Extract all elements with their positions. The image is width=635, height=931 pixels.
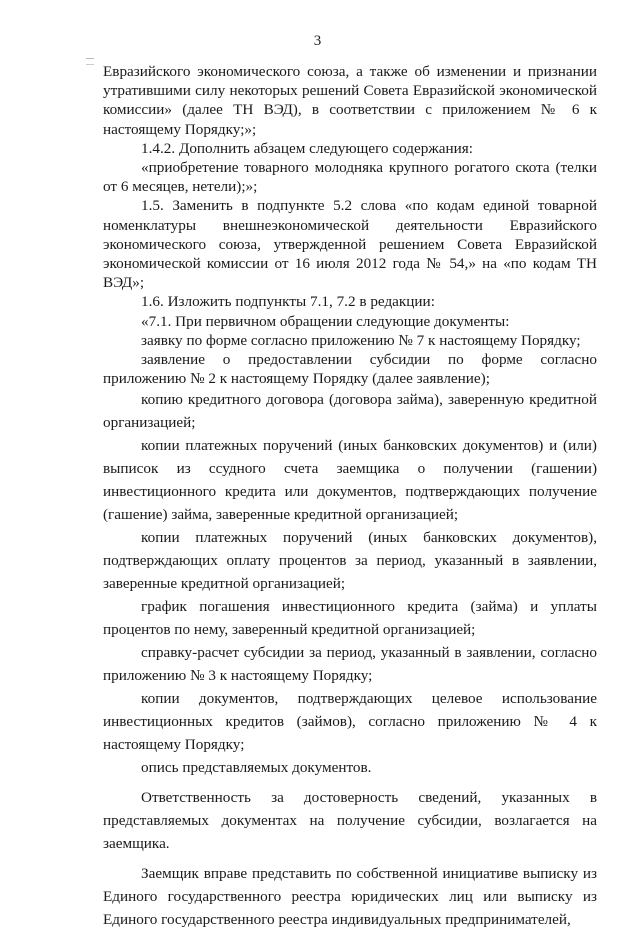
list-item-loan-contract: копию кредитного договора (договора займа), заверенную кредитной организацией; [103,391,597,432]
paragraph-7-1: «7.1. При первичном обращении следующие документы: [141,312,510,330]
paragraph-1-6: 1.6. Изложить подпункты 7.1, 7.2 в редакции: [141,293,435,311]
margin-mark [86,58,94,65]
list-item-payment-orders: копии платежных поручений (иных банковских документов) и (или) выписок из ссудного счета заемщика о получении (гашении) инвестиционного кредита или документов, подтверждающих получение (гашение) займа, заверенные кредитной организацией; [103,437,597,524]
list-item-statement: заявление о предоставлении субсидии по форме согласно приложению № 2 к настоящему Порядку (далее заявление); [103,351,597,388]
paragraph-borrower-right: Заемщик вправе представить по собственной инициативе выписку из Единого государственного реестра юридических лиц или выписку из Единого государственного реестра индивидуальных предпринимателей, [103,865,597,929]
page-number: 3 [313,33,322,49]
list-item-repayment-schedule: график погашения инвестиционного кредита (займа) и уплаты процентов по нему, заверенный кредитной организацией; [103,598,597,639]
paragraph-1-5: 1.5. Заменить в подпункте 5.2 слова «по кодам единой товарной номенклатуры внешнеэкономической деятельности Евразийского экономического союза, утвержденной решением Совета Евразийской экономической комиссии от 16 июля 2012 года № 54,» на «по кодам ТН ВЭД»; [103,197,597,292]
paragraph-responsibility: Ответственность за достоверность сведений, указанных в представляемых документах на получение субсидии, возлагается на заемщика. [103,789,597,853]
paragraph-1-4-2: 1.4.2. Дополнить абзацем следующего содержания: [141,139,473,157]
document-body [103,62,597,931]
list-item-application: заявку по форме согласно приложению № 7 к настоящему Порядку; [141,331,581,349]
paragraph-continuation: Евразийского экономического союза, а также об изменении и признании утратившими силу некоторых решений Совета Евразийской экономической комиссии» (далее ТН ВЭД), в соответствии с приложением № 6 к настоящему Порядку;»; [103,63,597,138]
paragraph-quote-cattle: «приобретение товарного молодняка крупного рогатого скота (телки от 6 месяцев, нетели);»; [103,159,597,196]
list-item-inventory: опись представляемых документов. [141,759,372,777]
list-item-target-use: копии документов, подтверждающих целевое использование инвестиционных кредитов (займов), согласно приложению № 4 к настоящему Порядку; [103,690,597,754]
list-item-calculation: справку-расчет субсидии за период, указанный в заявлении, согласно приложению № 3 к настоящему Порядку; [103,644,597,685]
list-item-interest-payments: копии платежных поручений (иных банковских документов), подтверждающих оплату процентов за период, указанный в заявлении, заверенные кредитной организацией; [103,529,597,593]
